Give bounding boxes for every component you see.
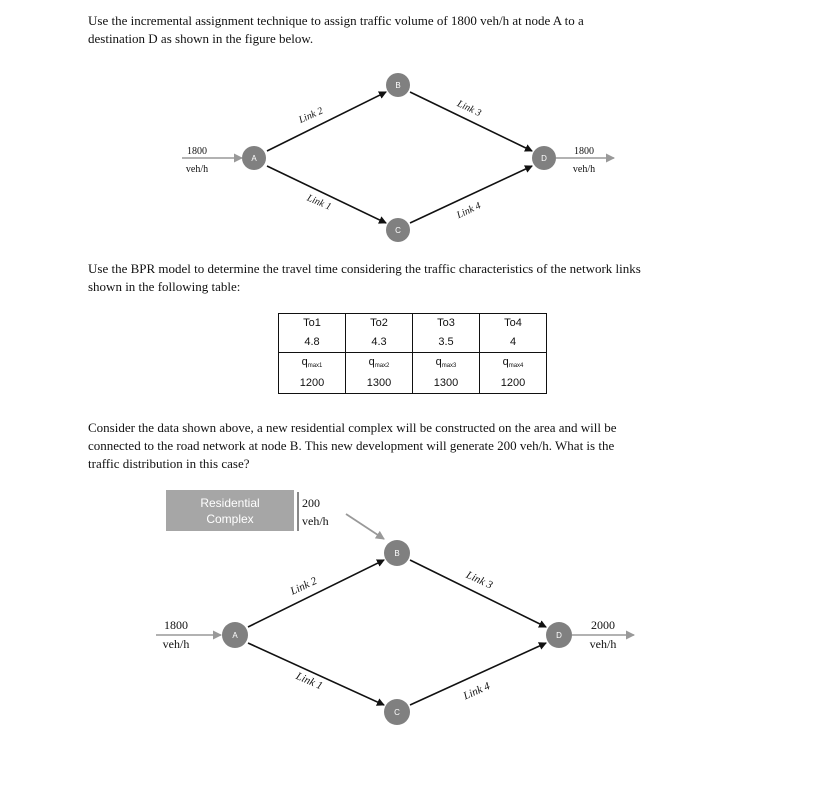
link-3-label: Link 3 [455, 98, 483, 120]
network-diagram-1 [182, 73, 614, 242]
outflow-value: 1800 [574, 146, 594, 157]
link-4-label: Link 4 [461, 680, 492, 703]
residential-label-1: Residential [200, 495, 260, 510]
q-symbol: q [502, 356, 509, 368]
table-cell: To2 [346, 314, 413, 334]
inflow-value: 1800 [187, 146, 207, 157]
consider-line-2: connected to the road network at node B. This new development will generate 200 veh/h. What is the [88, 438, 615, 453]
link-3-label: Link 3 [464, 568, 495, 592]
link-2-label: Link 2 [288, 574, 319, 598]
intro-line-1: Use the incremental assignment technique to assign traffic volume of 1800 veh/h at node A to a [88, 13, 584, 28]
outflow-unit: veh/h [589, 637, 617, 651]
q-symbol: q [368, 356, 375, 368]
outflow-value: 2000 [591, 618, 615, 632]
network-diagram-2 [156, 492, 634, 725]
link-1-label: Link 1 [294, 670, 325, 693]
bpr-line-2: shown in the following table: [88, 279, 241, 294]
node-d-label: D [541, 154, 547, 163]
node-a-label: A [251, 154, 257, 163]
inflow-unit: veh/h [162, 637, 190, 651]
link-2-label: Link 2 [297, 105, 325, 126]
bpr-line-1: Use the BPR model to determine the travel time considering the traffic characteristics of the network links [88, 261, 641, 276]
inflow-value: 1800 [164, 618, 188, 632]
table-cell: 1300 [413, 374, 480, 394]
q-subscript: max1 [307, 363, 323, 369]
q-symbol: q [435, 356, 442, 368]
link-4-label: Link 4 [455, 200, 483, 222]
intro-line-2: destination D as shown in the figure below. [88, 31, 314, 46]
node-d-label: D [556, 631, 562, 640]
node-c-label: C [395, 226, 401, 235]
residential-label-2: Complex [206, 511, 254, 526]
q-subscript: max3 [441, 363, 457, 369]
dev-flow-unit: veh/h [302, 514, 329, 528]
outflow-unit: veh/h [572, 164, 596, 175]
dev-flow-arrow [346, 514, 384, 539]
link-1-line [248, 643, 384, 705]
table-cell: 1200 [279, 374, 346, 394]
q-subscript: max2 [374, 363, 390, 369]
dev-flow-value: 200 [302, 496, 320, 510]
link-2-line [267, 92, 386, 151]
link-1-line [267, 166, 386, 223]
node-c-label: C [394, 708, 400, 717]
consider-line-1: Consider the data shown above, a new residential complex will be constructed on the area and will be [88, 420, 617, 435]
link-2-line [248, 560, 384, 627]
table-cell: To4 [480, 314, 547, 334]
link-1-label: Link 1 [305, 192, 333, 213]
node-b-label: B [394, 549, 400, 558]
node-a-label: A [232, 631, 238, 640]
table-cell: 3.5 [413, 333, 480, 353]
link-3-line [410, 560, 546, 627]
node-b-label: B [395, 81, 401, 90]
table-cell: To1 [279, 314, 346, 334]
table-cell: 4.8 [279, 333, 346, 353]
link-3-line [410, 92, 532, 151]
q-symbol: q [301, 356, 308, 368]
table-cell: 1300 [346, 374, 413, 394]
consider-line-3: traffic distribution in this case? [88, 456, 250, 471]
table-cell: To3 [413, 314, 480, 334]
table-cell: 1200 [480, 374, 547, 394]
table-cell: 4 [480, 333, 547, 353]
q-subscript: max4 [508, 363, 524, 369]
inflow-unit: veh/h [185, 164, 209, 175]
table-cell: 4.3 [346, 333, 413, 353]
